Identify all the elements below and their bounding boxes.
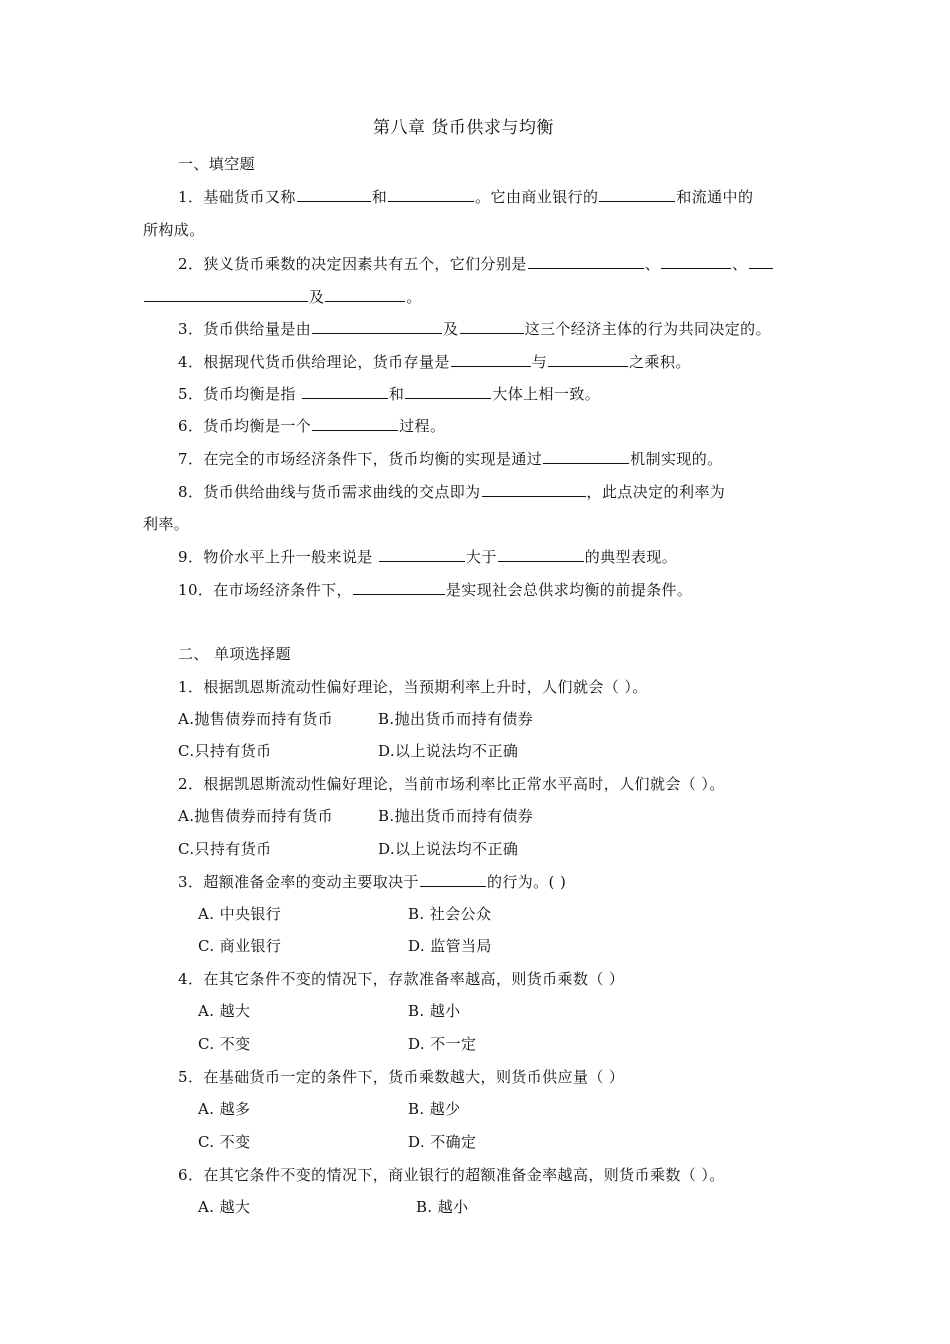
page-title: 第八章 货币供求与均衡 xyxy=(373,118,554,138)
question-1-7: 7．在完全的市场经济条件下，货币均衡的实现是通过 机制实现的。 xyxy=(178,450,723,468)
question-2-6-stem: 6．在其它条件不变的情况下，商业银行的超额准备金率越高，则货币乘数（ ）。 xyxy=(178,1166,725,1184)
option-b[interactable]: B. 越少 xyxy=(408,1100,461,1118)
question-2-1-stem: 1．根据凯恩斯流动性偏好理论，当预期利率上升时，人们就会（ ）。 xyxy=(178,678,648,696)
section-heading-fill-blank: 一、填空题 xyxy=(178,155,256,173)
question-1-3: 3．货币供给量是由 及 这三个经济主体的行为共同决定的。 xyxy=(178,320,771,338)
answer-blank[interactable] xyxy=(379,546,465,562)
answer-blank[interactable] xyxy=(312,415,398,431)
option-c[interactable]: C.只持有货币 xyxy=(178,840,272,858)
answer-blank[interactable] xyxy=(451,351,531,367)
answer-blank[interactable] xyxy=(325,286,405,302)
option-c[interactable]: C. 不变 xyxy=(198,1035,251,1053)
option-a[interactable]: A.抛售债券而持有货币 xyxy=(178,807,334,825)
option-a[interactable]: A. 越大 xyxy=(198,1198,251,1216)
answer-blank[interactable] xyxy=(543,448,629,464)
option-c[interactable]: C.只持有货币 xyxy=(178,742,272,760)
answer-blank[interactable] xyxy=(498,546,584,562)
answer-blank[interactable] xyxy=(528,253,644,269)
answer-blank[interactable] xyxy=(548,351,628,367)
question-2-4-stem: 4．在其它条件不变的情况下，存款准备率越高，则货币乘数（ ） xyxy=(178,970,625,988)
answer-blank[interactable] xyxy=(661,253,731,269)
option-d[interactable]: D. 不确定 xyxy=(408,1133,477,1151)
option-b[interactable]: B.抛出货币而持有债券 xyxy=(378,807,534,825)
question-1-1-line-2: 所构成。 xyxy=(143,221,205,239)
answer-blank[interactable] xyxy=(460,318,524,334)
answer-blank[interactable] xyxy=(388,186,474,202)
option-a[interactable]: A. 越大 xyxy=(198,1002,251,1020)
option-d[interactable]: D.以上说法均不正确 xyxy=(378,742,519,760)
option-b[interactable]: B. 社会公众 xyxy=(408,905,492,923)
option-d[interactable]: D. 不一定 xyxy=(408,1035,477,1053)
option-b[interactable]: B.抛出货币而持有债券 xyxy=(378,710,534,728)
question-1-1-line-1: 1．基础货币又称 和 。它由商业银行的 和流通中的 xyxy=(178,188,754,206)
option-d[interactable]: D.以上说法均不正确 xyxy=(378,840,519,858)
option-a[interactable]: A. 中央银行 xyxy=(198,905,282,923)
section-heading-single-choice: 二、 单项选择题 xyxy=(178,645,291,663)
answer-blank[interactable] xyxy=(353,579,445,595)
option-b[interactable]: B. 越小 xyxy=(416,1198,469,1216)
answer-blank[interactable] xyxy=(599,186,675,202)
question-1-8-line-2: 利率。 xyxy=(143,515,190,533)
question-2-3-stem: 3．超额准备金率的变动主要取决于 的行为。( ) xyxy=(178,873,567,891)
option-a[interactable]: A. 越多 xyxy=(198,1100,251,1118)
answer-blank[interactable] xyxy=(420,871,486,887)
answer-blank[interactable] xyxy=(297,186,371,202)
option-a[interactable]: A.抛售债券而持有货币 xyxy=(178,710,334,728)
question-1-5: 5．货币均衡是指 和 大体上相一致。 xyxy=(178,385,601,403)
question-1-2-line-1: 2．狭义货币乘数的决定因素共有五个，它们分别是 、 、 xyxy=(178,253,774,274)
answer-blank[interactable] xyxy=(312,318,442,334)
question-1-6: 6．货币均衡是一个 过程。 xyxy=(178,417,446,435)
question-1-10: 10．在市场经济条件下， 是实现社会总供求均衡的前提条件。 xyxy=(178,581,693,599)
answer-blank[interactable] xyxy=(749,253,773,269)
answer-blank[interactable] xyxy=(405,383,491,399)
answer-blank[interactable] xyxy=(144,286,308,302)
question-2-5-stem: 5．在基础货币一定的条件下，货币乘数越大，则货币供应量（ ） xyxy=(178,1068,625,1086)
option-c[interactable]: C. 商业银行 xyxy=(198,937,282,955)
question-1-8-line-1: 8．货币供给曲线与货币需求曲线的交点即为 ，此点决定的利率为 xyxy=(178,483,726,501)
answer-blank[interactable] xyxy=(302,383,388,399)
option-c[interactable]: C. 不变 xyxy=(198,1133,251,1151)
option-d[interactable]: D. 监管当局 xyxy=(408,937,492,955)
question-1-4: 4．根据现代货币供给理论，货币存量是 与 之乘积。 xyxy=(178,353,691,371)
question-1-2-line-2: 及 。 xyxy=(143,286,422,307)
question-1-9: 9．物价水平上升一般来说是 大于 的典型表现。 xyxy=(178,548,678,566)
answer-blank[interactable] xyxy=(482,481,586,497)
question-2-2-stem: 2．根据凯恩斯流动性偏好理论，当前市场利率比正常水平高时，人们就会（ ）。 xyxy=(178,775,725,793)
option-b[interactable]: B. 越小 xyxy=(408,1002,461,1020)
